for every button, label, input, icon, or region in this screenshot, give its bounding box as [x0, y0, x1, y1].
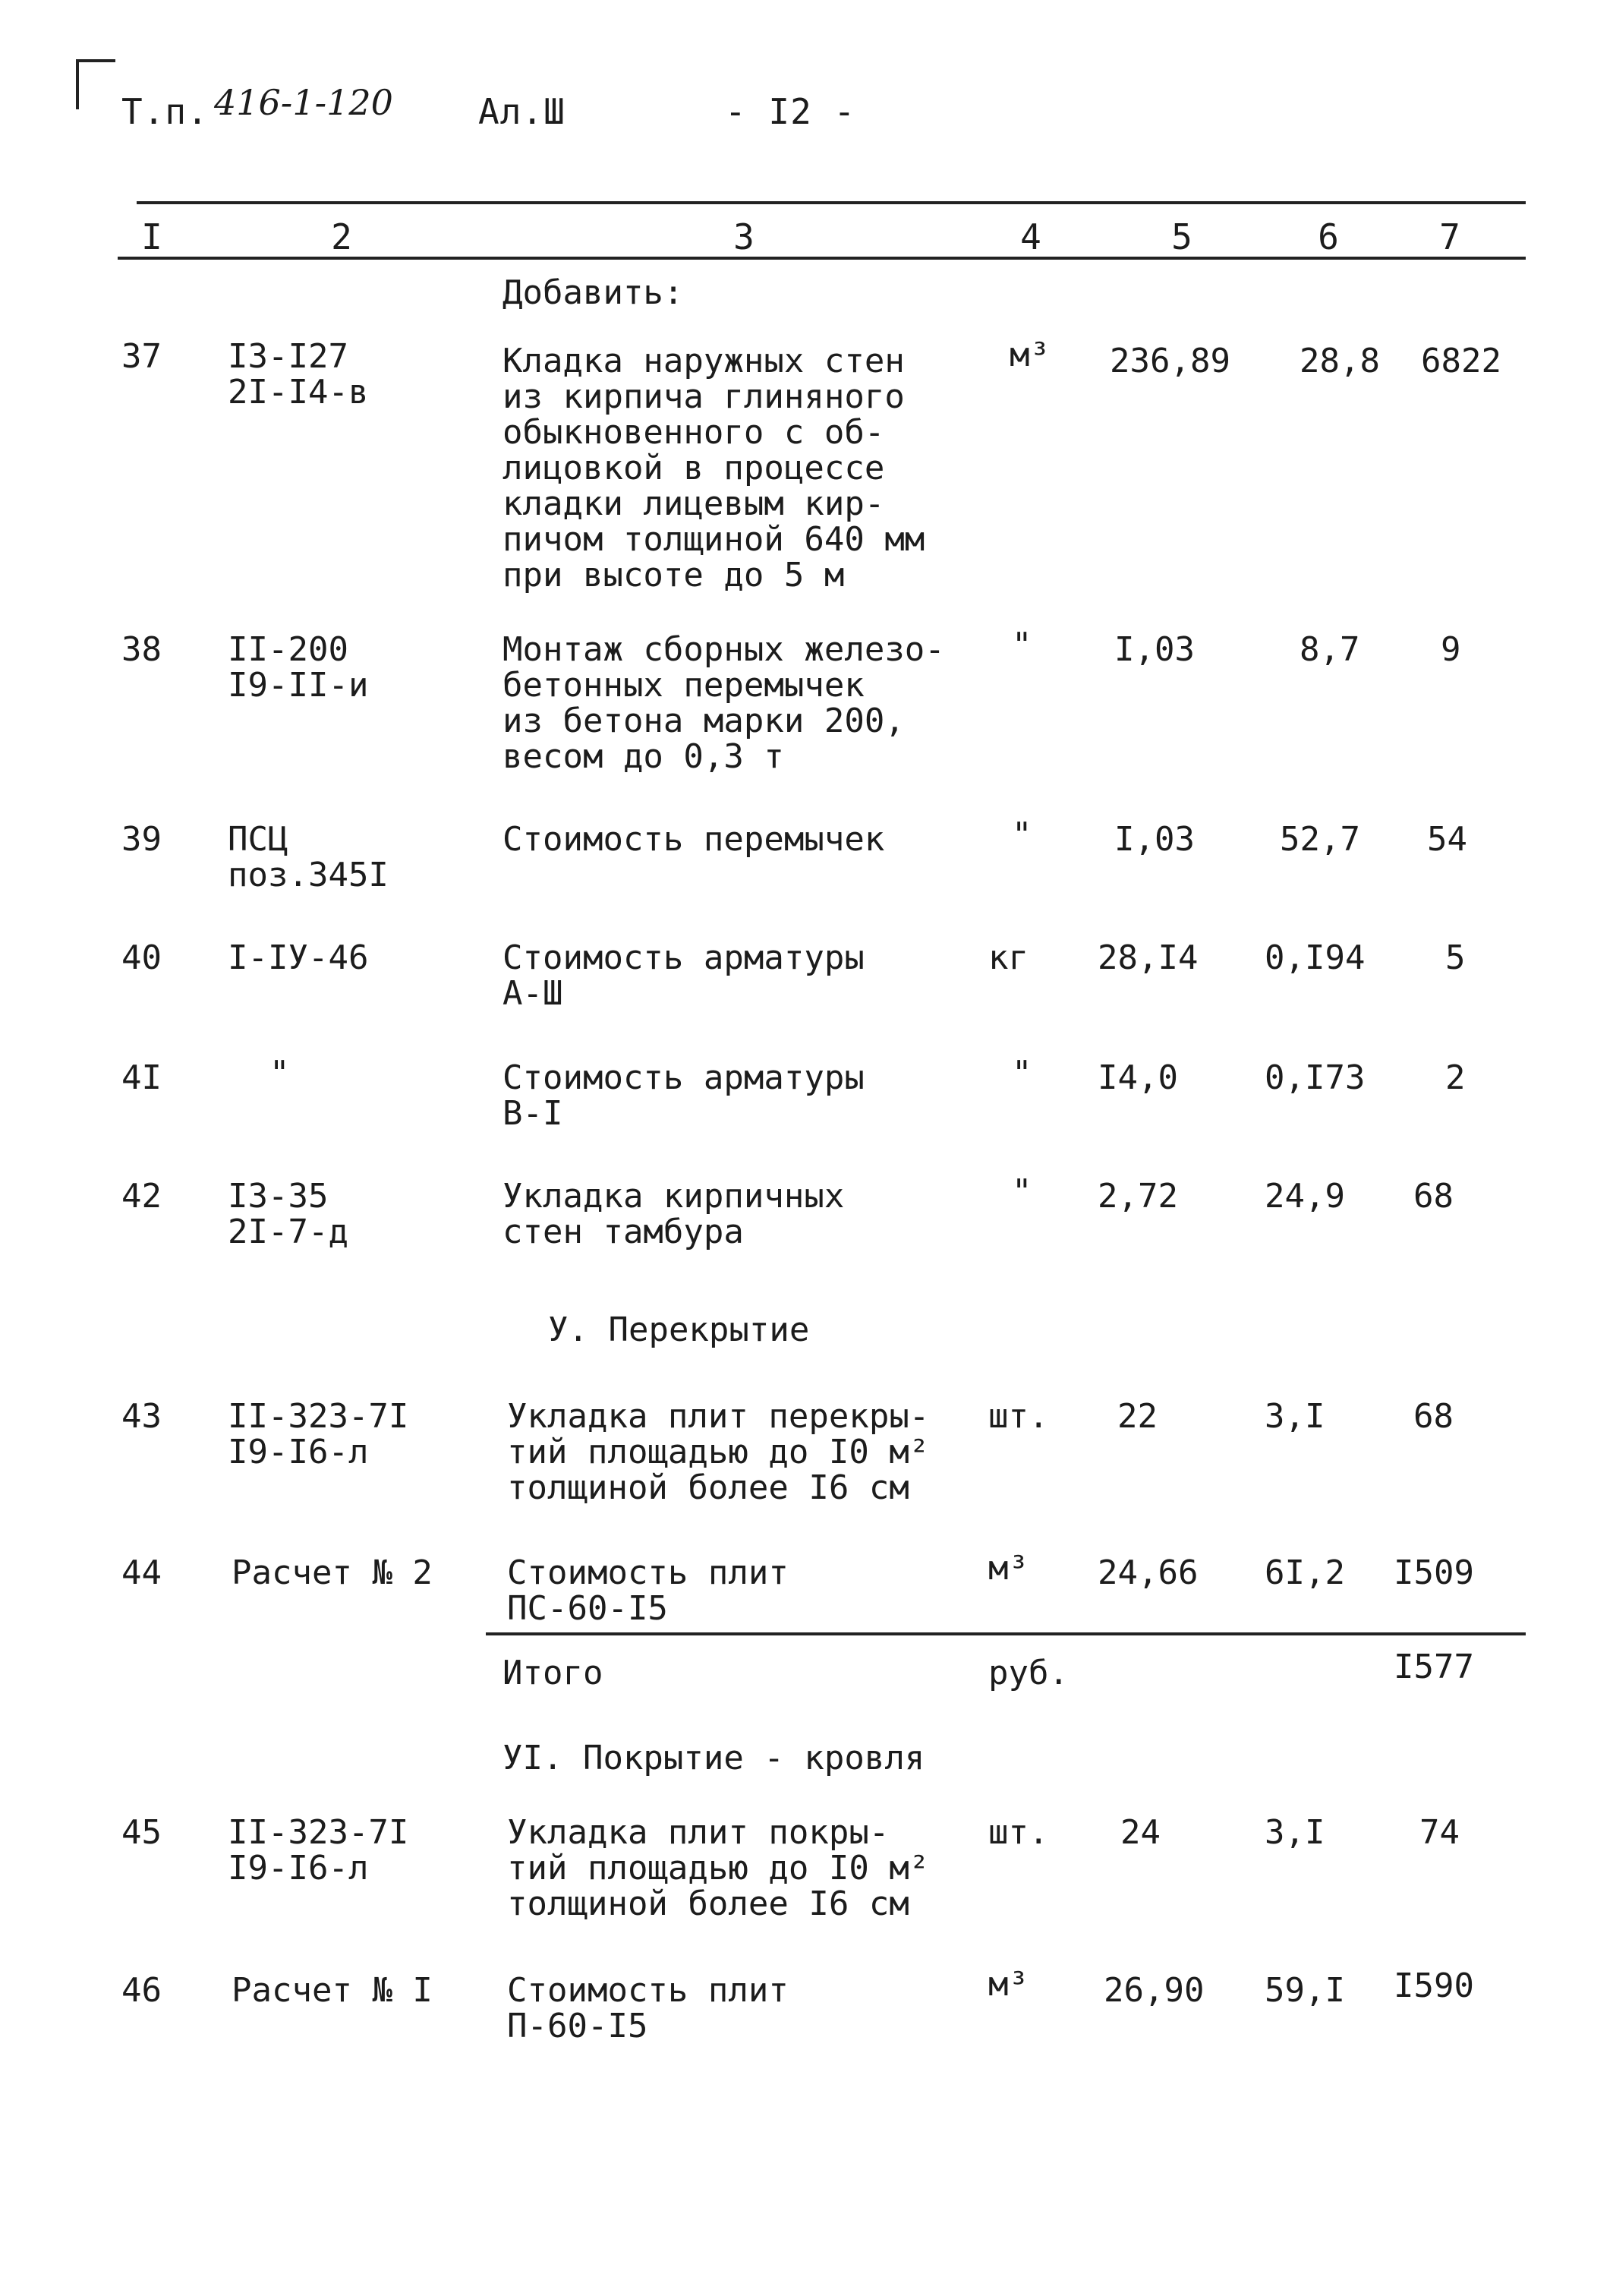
row-unit-price: 0,I73: [1265, 1058, 1366, 1097]
row-unit-price: 8,7: [1300, 630, 1360, 669]
row-total: 2: [1445, 1058, 1466, 1097]
row-description: Укладка плит перекры- тий площадью до I0 м² толщиной более I6 см: [507, 1397, 930, 1507]
row-quantity: I4,0: [1098, 1058, 1178, 1097]
column-number-2: 2: [331, 216, 352, 257]
row-description: Монтаж сборных железо- бетонных перемычек из бетона марки 200, весом до 0,3 т: [502, 630, 945, 776]
row-code: II-323-7I I9-I6-л: [228, 1813, 409, 1888]
row-code: II-200 I9-II-и: [228, 630, 369, 705]
row-unit: м³: [988, 1965, 1029, 2004]
row-quantity: 28,I4: [1098, 938, 1199, 977]
column-number-4: 4: [1020, 216, 1041, 257]
row-number: 46: [121, 1971, 162, 2010]
row-description: Стоимость перемычек: [502, 820, 885, 859]
row-description: Стоимость плит П-60-I5: [507, 1971, 789, 2045]
row-code: I-IУ-46: [228, 938, 369, 977]
row-unit-price: 3,I: [1265, 1397, 1325, 1436]
row-unit: шт.: [988, 1397, 1049, 1436]
row-unit: шт.: [988, 1813, 1049, 1852]
row-code: I3-I27 2I-I4-в: [228, 337, 369, 412]
row-quantity: 26,90: [1104, 1971, 1205, 2010]
page-number: - I2 -: [725, 91, 856, 132]
row-unit-price: 52,7: [1280, 820, 1360, 859]
row-total: 68: [1413, 1397, 1454, 1436]
row-description: Стоимость арматуры А-Ш: [502, 938, 865, 1013]
row-number: 44: [121, 1553, 162, 1592]
row-total: I509: [1394, 1553, 1474, 1592]
album-label: Ал.Ш: [478, 91, 565, 132]
column-number-5: 5: [1171, 216, 1192, 257]
row-total: 5: [1445, 938, 1466, 977]
row-unit: кг: [988, 938, 1029, 977]
row-total: 74: [1419, 1813, 1460, 1852]
column-number-7: 7: [1439, 216, 1460, 257]
row-unit: ": [1012, 1054, 1032, 1093]
row-code: II-323-7I I9-I6-л: [228, 1397, 409, 1471]
row-code: Расчет № I: [232, 1971, 433, 2010]
row-unit-price: 59,I: [1265, 1971, 1345, 2010]
column-number-6: 6: [1318, 216, 1339, 257]
section-heading-roof: УI. Покрытие - кровля: [502, 1739, 925, 1777]
row-number: 45: [121, 1813, 162, 1852]
table-top-rule: [137, 201, 1526, 204]
row-quantity: 2,72: [1098, 1177, 1178, 1216]
row-total: 68: [1413, 1177, 1454, 1216]
row-description: Укладка кирпичных стен тамбура: [502, 1177, 845, 1251]
row-number: 37: [121, 337, 162, 376]
row-quantity: 24: [1120, 1813, 1161, 1852]
row-description: Стоимость плит ПС-60-I5: [507, 1553, 789, 1628]
row-unit-price: 6I,2: [1265, 1553, 1345, 1592]
row-unit: м³: [1010, 336, 1050, 374]
row-code: ": [269, 1054, 290, 1093]
row-number: 43: [121, 1397, 162, 1436]
row-number: 4I: [121, 1058, 162, 1097]
section-heading-floors: У. Перекрытие: [548, 1310, 810, 1349]
subtotal-unit: руб.: [988, 1654, 1069, 1692]
row-unit-price: 28,8: [1300, 342, 1380, 380]
row-total: 54: [1427, 820, 1467, 859]
row-quantity: I,03: [1114, 820, 1195, 859]
subtotal-label: Итого: [502, 1654, 603, 1692]
subtotal-rule: [486, 1632, 1526, 1635]
row-description: Стоимость арматуры В-I: [502, 1058, 865, 1133]
column-number-3: 3: [733, 216, 755, 257]
project-number: 416-1-120: [214, 82, 393, 123]
row-code: I3-35 2I-7-д: [228, 1177, 348, 1251]
subtotal-total: I577: [1394, 1648, 1474, 1686]
add-heading: Добавить:: [502, 273, 684, 312]
doc-prefix: Т.п.: [121, 91, 209, 132]
row-number: 40: [121, 938, 162, 977]
row-unit: ": [1012, 626, 1032, 664]
row-number: 38: [121, 630, 162, 669]
corner-mark: [76, 59, 115, 109]
row-quantity: 24,66: [1098, 1553, 1199, 1592]
row-unit: ": [1012, 815, 1032, 854]
row-quantity: 236,89: [1110, 342, 1230, 380]
row-unit-price: 0,I94: [1265, 938, 1366, 977]
row-number: 39: [121, 820, 162, 859]
row-unit-price: 24,9: [1265, 1177, 1345, 1216]
row-unit-price: 3,I: [1265, 1813, 1325, 1852]
row-total: 9: [1441, 630, 1461, 669]
row-number: 42: [121, 1177, 162, 1216]
row-description: Укладка плит покры- тий площадью до I0 м² толщиной более I6 см: [507, 1813, 930, 1923]
row-code: ПСЦ поз.345I: [228, 820, 389, 894]
row-unit: м³: [988, 1549, 1029, 1588]
row-unit: ": [1012, 1172, 1032, 1211]
row-code: Расчет № 2: [232, 1553, 433, 1592]
row-description: Кладка наружных стен из кирпича глиняного обыкновенного с об- лицовкой в процессе кладки лицевым кир- пичом толщиной 640 мм при высоте до 5 м: [502, 342, 925, 594]
column-number-1: I: [141, 216, 162, 257]
row-quantity: I,03: [1114, 630, 1195, 669]
row-total: 6822: [1421, 342, 1501, 380]
row-total: I590: [1394, 1966, 1474, 2005]
row-quantity: 22: [1117, 1397, 1158, 1436]
